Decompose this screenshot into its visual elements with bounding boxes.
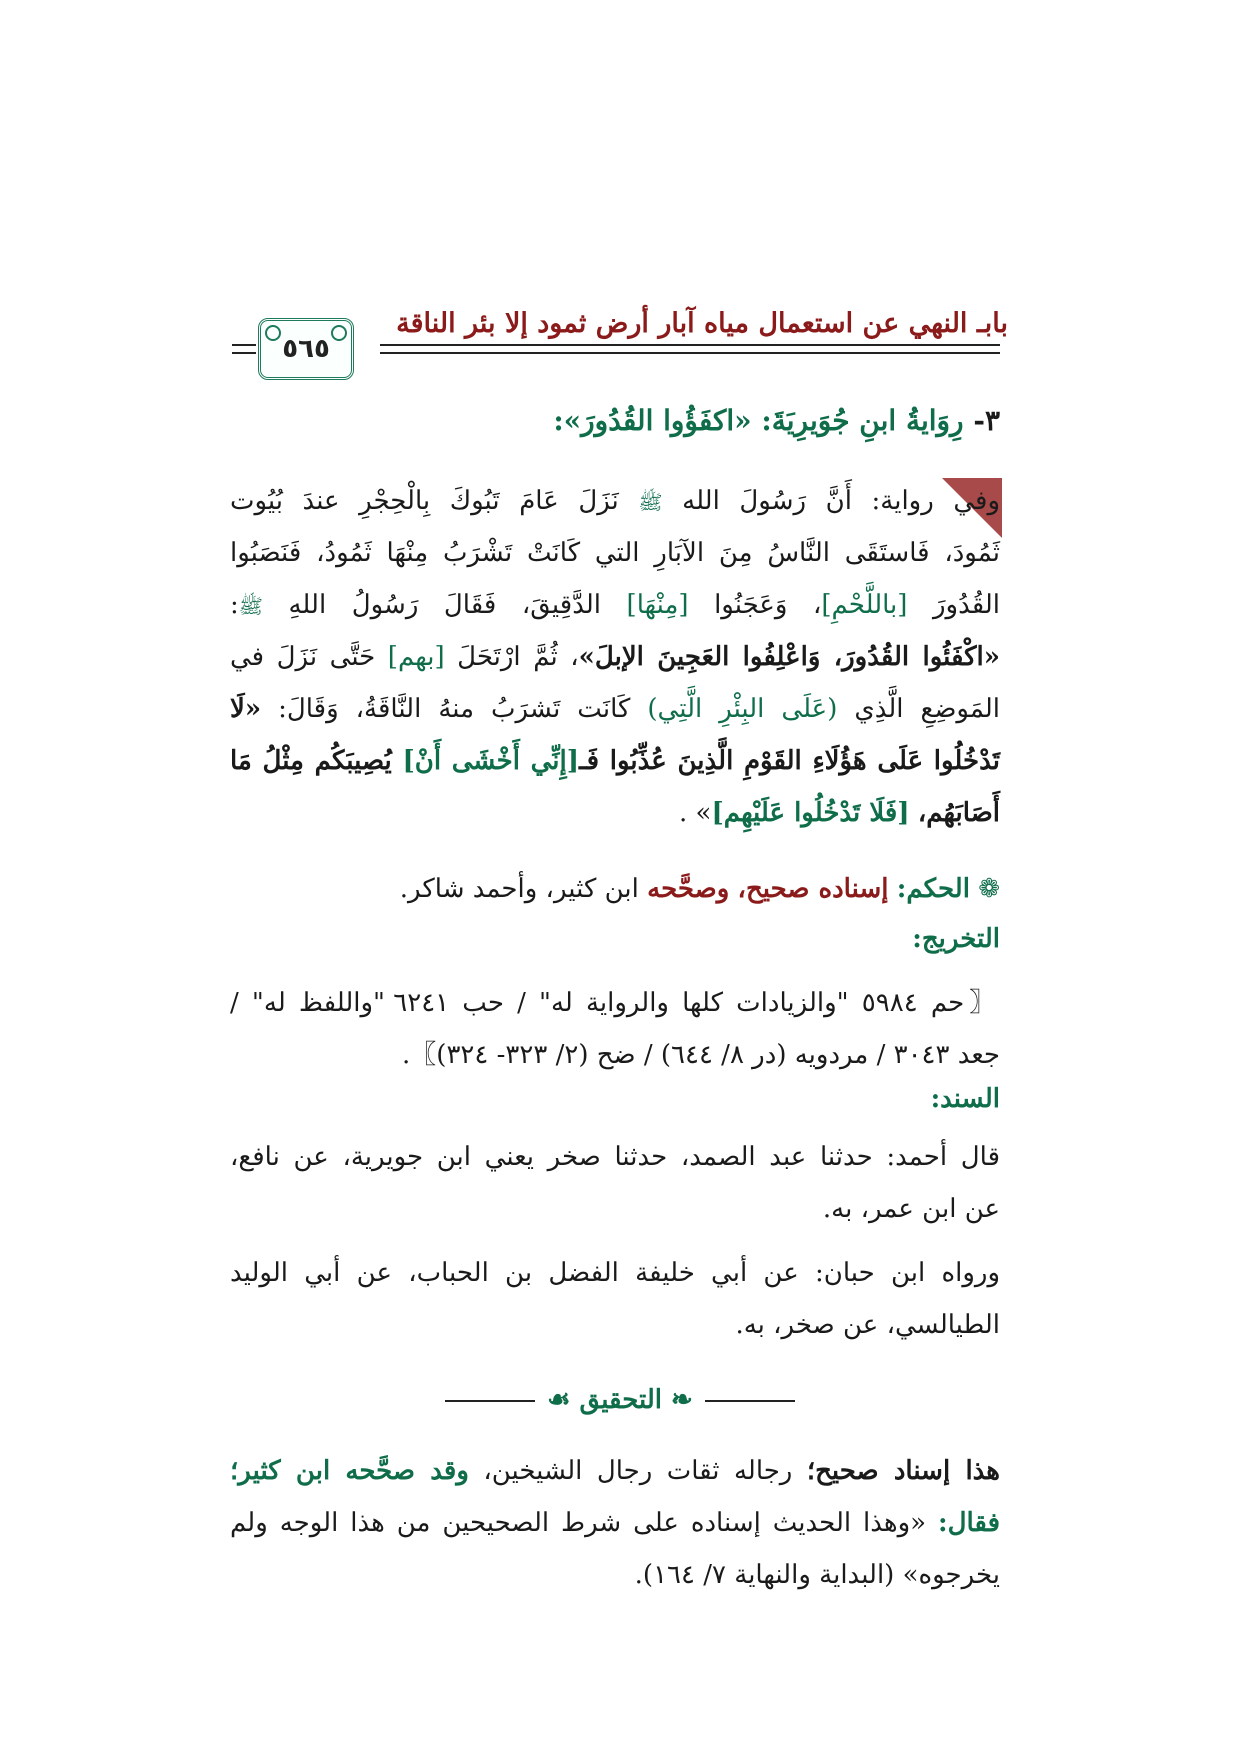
narration-text: ، ثُمَّ ارْتَحَلَ <box>457 642 579 672</box>
divider-ornament-icon: ❧ <box>671 1385 693 1415</box>
tahqiq-divider <box>370 1385 870 1415</box>
narration-line-6 <box>230 746 1000 776</box>
section-heading-text: رِوَايةُ ابنِ جُوَيرِيَةَ: «اكفَؤُوا القُدُورَ»: <box>553 404 964 437</box>
narration-line-1 <box>230 486 1000 519</box>
salla-icon: ﷺ <box>638 490 663 514</box>
takhrij-label: التخريج: <box>912 924 1000 954</box>
header-rule-left-2 <box>232 352 256 354</box>
ruling-grade: إسناده صحيح، <box>737 874 889 904</box>
ruling-grade: وصحَّحه <box>647 874 730 904</box>
tahqiq-said-label: فقال: <box>938 1508 1000 1538</box>
prophet-speech: «لَا <box>230 694 262 724</box>
narration-text: حَتَّى نَزَلَ في <box>230 642 376 672</box>
narration-text: ، وَعَجَنُوا <box>714 590 822 620</box>
narration-text: الدَّقِيقَ، فَقَالَ رَسُولُ اللهِ <box>288 590 601 620</box>
tahqiq-line-3: يخرجوه» (البداية والنهاية ٧/ ١٦٤). <box>634 1560 1000 1590</box>
addition-paren: (عَلَى البِئْرِ الَّتِي) <box>647 694 838 724</box>
takhrij-line-1: 〖حم ٥٩٨٤ "والزيادات كلها والرواية له" / حب ٦٢٤١ "واللفظ له" / <box>230 988 1000 1018</box>
narration-text: : <box>230 590 239 620</box>
tahqiq-line-2 <box>230 1508 1000 1538</box>
divider-bar <box>705 1400 795 1402</box>
takhrij-line-2: جعد ٣٠٤٣ / مردويه (در ٨/ ٦٤٤) / ضح (٢/ ٣٢٣- ٣٢٤)〗. <box>402 1040 1000 1070</box>
narration-text: المَوضِعِ الَّذِي <box>854 694 1001 724</box>
narration-line-5 <box>230 694 1000 724</box>
divider-ornament-icon: ☙ <box>547 1385 571 1415</box>
salla-icon: ﷺ <box>238 594 263 618</box>
narration-text: ثَمُودَ، فَاستَقَى النَّاسُ مِنَ الآبَارِ التي كَانَتْ تَشْرَبُ مِنْهَا ثَمُودُ، فَنَصَبُوا <box>230 538 1000 568</box>
page-number-badge <box>258 318 354 380</box>
narration-text: القُدُورَ <box>932 590 1001 620</box>
chapter-title: بابـ النهي عن استعمال مياه آبار أرض ثمود إلا بئر الناقة <box>396 308 1008 339</box>
section-heading <box>230 404 1000 437</box>
sanad-label: السند: <box>930 1084 1000 1114</box>
prophet-speech: تَدْخُلُوا عَلَى هَؤُلَاءِ القَوْمِ الَّذِينَ عُذِّبُوا فَـ <box>579 746 1000 776</box>
tahqiq-grade: هذا إسناد صحيح؛ <box>806 1456 1001 1486</box>
narration-line-4 <box>230 642 1000 672</box>
sanad-line-1: قال أحمد: حدثنا عبد الصمد، حدثنا صخر يعني ابن جويرية، عن نافع، <box>230 1142 1000 1172</box>
sanad-line-4: الطيالسي، عن صخر، به. <box>735 1310 1000 1340</box>
header-rule-top <box>380 344 1000 346</box>
sanad-line-2: عن ابن عمر، به. <box>822 1194 1000 1224</box>
divider-bar <box>445 1400 535 1402</box>
flower-icon: ❁ <box>978 874 1000 904</box>
prophet-speech: أَصَابَهُم، <box>917 798 1000 828</box>
addition-bracket: [إِنِّي أَخْشَى أَنْ] <box>402 746 580 776</box>
ruling-label: الحكم: <box>896 874 970 904</box>
tahqiq-quote: «وهذا الحديث إسناده على شرط الصحيحين من هذا الوجه ولم <box>230 1508 927 1538</box>
narration-line-7 <box>230 798 1000 828</box>
narration-text: » . <box>679 798 712 828</box>
narration-line-3 <box>230 590 1000 623</box>
ruling-line <box>230 874 1000 904</box>
narration-text: وفي رواية: أَنَّ رَسُولَ الله <box>682 486 1001 516</box>
addition-bracket: [بهم] <box>387 642 445 672</box>
sanad-line-3: ورواه ابن حبان: عن أبي خليفة الفضل بن الحباب، عن أبي الوليد <box>230 1258 1000 1288</box>
prophet-speech: يُصِيبَكُم مِثْلُ مَا <box>230 746 392 776</box>
addition-bracket: [مِنْهَا] <box>626 590 689 620</box>
ruling-text: ابن كثير، وأحمد شاكر. <box>399 874 639 904</box>
narration-text: نَزَلَ عَامَ تَبُوكَ بِالْحِجْرِ عندَ بُيُوت <box>230 486 619 516</box>
addition-bracket: [باللَّحْمِ] <box>821 590 908 620</box>
tahqiq-text: رجاله ثقات رجال الشيخين، <box>483 1456 793 1486</box>
tahqiq-line-1 <box>230 1456 1000 1486</box>
tahqiq-label: التحقيق <box>579 1385 662 1415</box>
header-rule-left <box>232 344 256 346</box>
narration-line-2 <box>230 538 1000 568</box>
addition-bracket: [فَلَا تَدْخُلُوا عَلَيْهِم] <box>711 798 910 828</box>
page-number: ٥٦٥ <box>282 334 330 364</box>
header-rule-bottom <box>380 352 1000 354</box>
narration-text: كَانَت تَشرَبُ منهُ النَّاقَةُ، وَقَالَ: <box>278 694 631 724</box>
prophet-speech: «اكْفَئُوا القُدُورَ، وَاعْلِفُوا العَجِينَ الإبلَ» <box>578 642 1000 672</box>
tahqiq-authentication: وقد صحَّحه ابن كثير؛ <box>230 1456 469 1486</box>
section-heading-number: ٣- <box>973 404 1000 437</box>
